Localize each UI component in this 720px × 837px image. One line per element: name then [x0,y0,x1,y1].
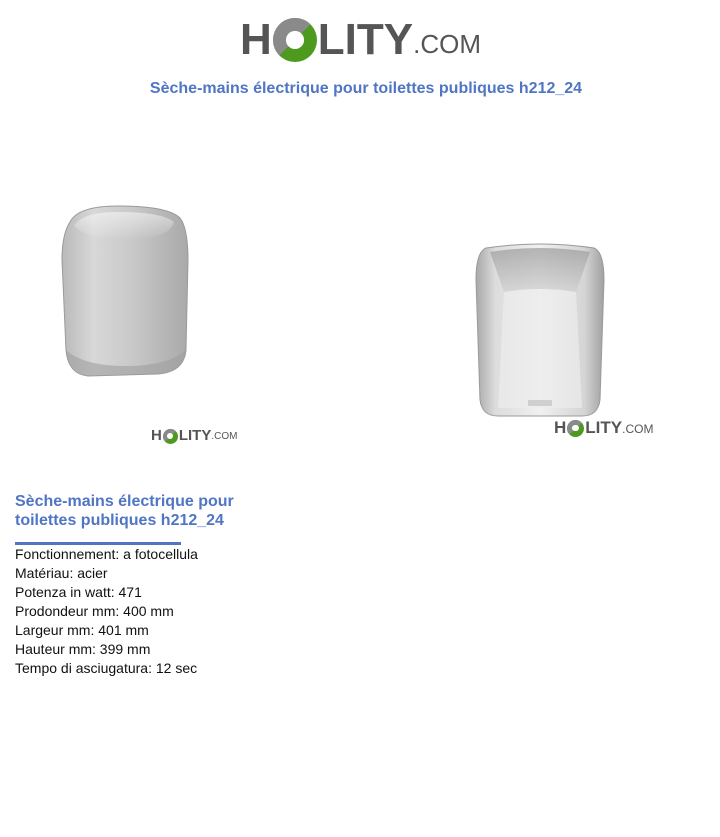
watermark-letters: LITY [585,418,623,437]
logo-o-icon [273,18,317,62]
spec-item: Hauteur mm: 399 mm [15,641,151,657]
image-watermark-1 [151,426,237,446]
logo-letter-h: H [240,15,272,64]
watermark-letter-h: H [554,418,567,437]
spec-item: Prodondeur mm: 400 mm [15,603,174,619]
holity-logo[interactable] [240,14,481,66]
hand-dryer-front-view-image [58,200,194,382]
hand-dryer-straight-view-image [472,240,608,420]
watermark-tld: .COM [211,431,238,442]
watermark-tld: .COM [622,422,654,436]
watermark-o-icon [567,420,584,437]
watermark-letters: LITY [178,427,212,444]
product-title: Sèche-mains électrique pour toilettes publiques h212_24 [15,493,234,529]
page-title: Sèche-mains électrique pour toilettes publiques h212_24 [149,80,583,97]
logo-letters: LITY [317,15,414,64]
watermark-letter-h: H [151,427,162,444]
image-watermark-2 [554,417,653,439]
spec-list [15,545,198,678]
spec-item: Largeur mm: 401 mm [15,622,149,638]
spec-item: Tempo di asciugatura: 12 sec [15,660,198,676]
watermark-o-icon [163,429,178,444]
spec-item: Matériau: acier [15,565,108,581]
spec-item: Fonctionnement: a fotocellula [15,546,198,562]
spec-item: Potenza in watt: 471 [15,584,142,600]
logo-tld: .COM [413,29,481,59]
